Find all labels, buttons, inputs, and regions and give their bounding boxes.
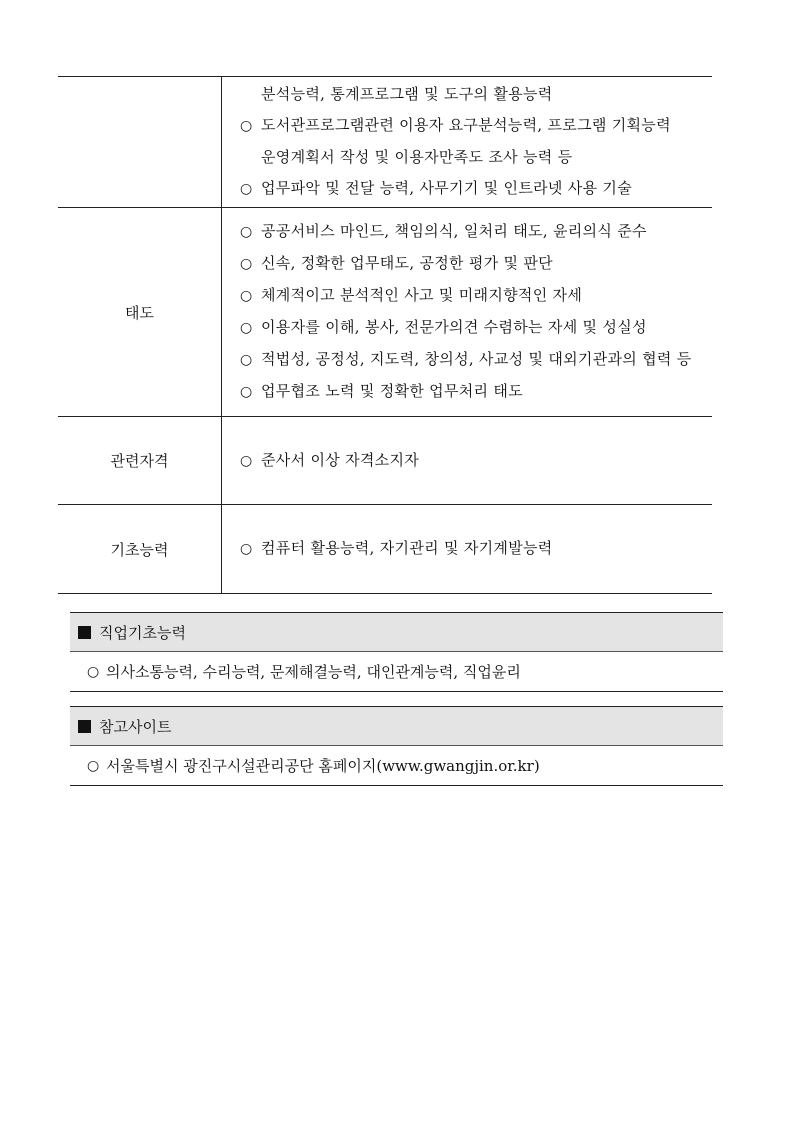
list-item: ○ 업무파악 및 전달 능력, 사무기기 및 인트라넷 사용 기술 xyxy=(240,173,712,205)
list-item: 분석능력, 통계프로그램 및 도구의 활용능력 xyxy=(261,85,553,103)
circle-bullet-icon: ○ xyxy=(240,181,253,197)
list-item: ○ 신속, 정확한 업무태도, 공정한 평가 및 판단 xyxy=(240,248,712,280)
reference-site-section xyxy=(70,706,723,786)
circle-bullet-icon: ○ xyxy=(240,224,253,240)
section-title: 직업기초능력 xyxy=(99,623,186,642)
section-title: 참고사이트 xyxy=(99,717,172,736)
circle-bullet-icon: ○ xyxy=(240,541,253,557)
row-content xyxy=(222,505,713,594)
job-basic-section xyxy=(70,612,723,692)
section-header xyxy=(70,707,723,746)
section-body xyxy=(70,746,723,785)
row-content xyxy=(222,417,713,505)
circle-bullet-icon: ○ xyxy=(240,352,253,368)
circle-bullet-icon: ○ xyxy=(240,118,253,134)
section-text: 의사소통능력, 수리능력, 문제해결능력, 대인관계능력, 직업윤리 xyxy=(106,663,521,681)
circle-bullet-icon: ○ xyxy=(87,663,100,680)
list-item: ○ 이용자를 이해, 봉사, 전문가의견 수렴하는 자세 및 성실성 xyxy=(240,312,712,344)
list-item: ○ 업무협조 노력 및 정확한 업무처리 태도 xyxy=(240,376,712,408)
section-header xyxy=(70,613,723,652)
list-item: ○ 준사서 이상 자격소지자 xyxy=(240,445,712,477)
row-label-attitude: 태도 xyxy=(58,208,222,417)
table-row xyxy=(58,417,712,505)
table-row xyxy=(58,208,712,417)
circle-bullet-icon: ○ xyxy=(240,256,253,272)
circle-bullet-icon: ○ xyxy=(240,288,253,304)
reference-link-text: 서울특별시 광진구시설관리공단 홈페이지(www.gwangjin.or.kr) xyxy=(106,757,540,775)
competency-table xyxy=(58,76,712,594)
list-item: ○ 적법성, 공정성, 지도력, 창의성, 사교성 및 대외기관과의 협력 등 xyxy=(240,344,712,376)
list-item: ○ 컴퓨터 활용능력, 자기관리 및 자기계발능력 xyxy=(240,533,712,565)
list-item: ○ 도서관프로그램관련 이용자 요구분석능력, 프로그램 기획능력 xyxy=(240,110,712,142)
circle-bullet-icon: ○ xyxy=(240,384,253,400)
row-label-empty xyxy=(58,77,222,208)
black-square-icon xyxy=(78,626,91,639)
section-body xyxy=(70,652,723,691)
circle-bullet-icon: ○ xyxy=(240,320,253,336)
table-row xyxy=(58,77,712,208)
row-content xyxy=(222,77,713,208)
list-item: ○ 공공서비스 마인드, 책임의식, 일처리 태도, 윤리의식 준수 xyxy=(240,216,712,248)
row-content xyxy=(222,208,713,417)
list-item: 운영계획서 작성 및 이용자만족도 조사 능력 등 xyxy=(261,148,573,166)
circle-bullet-icon: ○ xyxy=(240,452,253,469)
black-square-icon xyxy=(78,720,91,733)
table-row xyxy=(58,505,712,594)
list-item: ○ 체계적이고 분석적인 사고 및 미래지향적인 자세 xyxy=(240,280,712,312)
row-label-certification: 관련자격 xyxy=(58,417,222,505)
circle-bullet-icon: ○ xyxy=(87,757,100,774)
row-label-basic-ability: 기초능력 xyxy=(58,505,222,594)
